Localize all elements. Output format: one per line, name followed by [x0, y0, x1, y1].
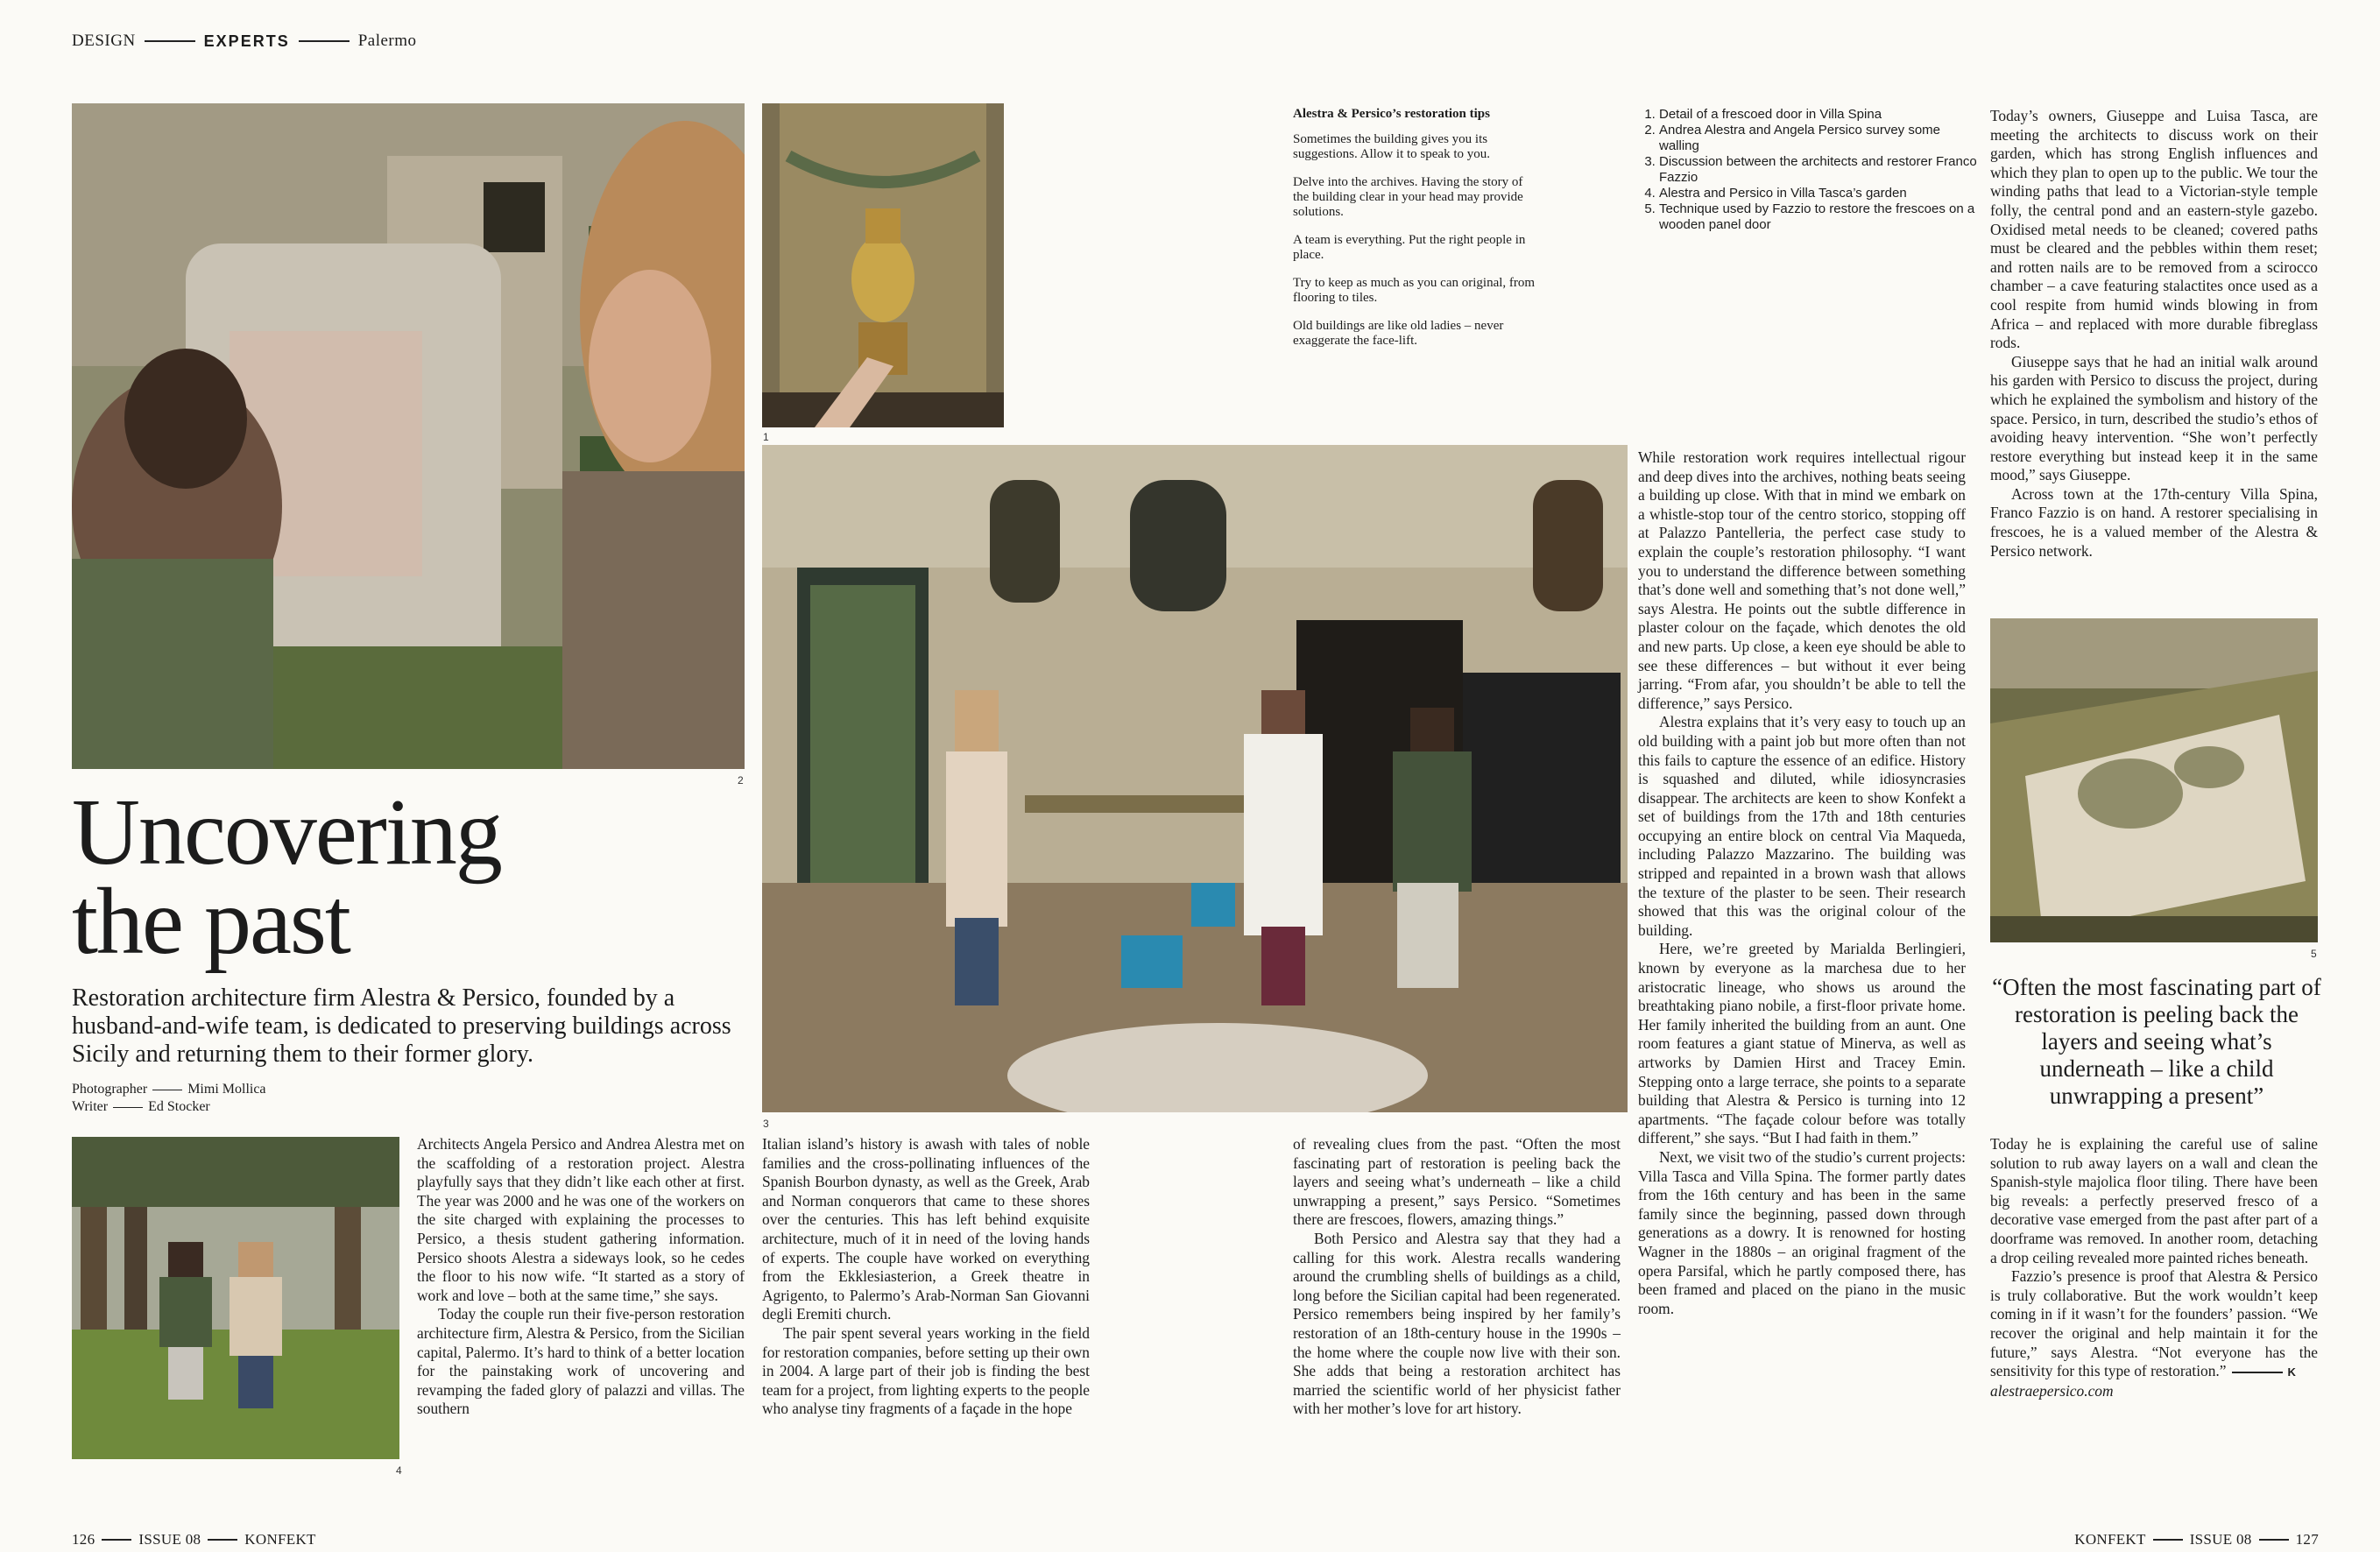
credit-rule [113, 1107, 143, 1108]
photographer-label: Photographer [72, 1082, 148, 1097]
photo-fresco-technique [1990, 618, 2318, 942]
body-paragraph: Across town at the 17th-century Villa Spina, Franco Fazzio is on hand. A restorer specialising in frescoes, he is a valued member of the Alestra & Persico network. [1990, 484, 2318, 560]
photographer-name: Mimi Mollica [187, 1082, 266, 1097]
footer-left [72, 1531, 316, 1548]
body-column-1 [417, 1135, 745, 1419]
footer-magazine-left: KONFEKT [244, 1531, 316, 1548]
pull-quote: “Often the most fascinating part of restoration is peeling back the layers and seeing what’s underneath – like a child unwrapping a present” [1992, 974, 2321, 1109]
end-mark: K [2287, 1365, 2296, 1379]
tip-item: Sometimes the building gives you its suggestions. Allow it to speak to you. [1293, 132, 1490, 161]
page-number-right: 127 [2295, 1531, 2319, 1548]
article-title [72, 780, 738, 974]
photo-captions [1638, 107, 1983, 233]
caption-item: 5. Technique used by Fazzio to restore the frescoes on a wooden panel door [1659, 201, 1983, 233]
photo-number: 4 [396, 1464, 402, 1477]
photo-architects-wall [72, 103, 745, 769]
tip-item: Try to keep as much as you can original, from flooring to tiles. [1293, 276, 1536, 305]
title-line-1: Uncovering [72, 780, 501, 885]
footer-rule [208, 1539, 237, 1541]
body-paragraph: Both Persico and Alestra say that they had a calling for this work. Alestra recalls wandering around the crumbling shells of buildings as a child, long before the Sicilian capital had been regenerated. Persico remembers being inspired by her family’s restoration of an 18th-century house in the 1990s – the home where the couple now live with their son. She adds that being a restoration architect has married the scientific world of her physicist father with her mother’s love for art history. [1293, 1229, 1621, 1418]
body-paragraph: Architects Angela Persico and Andrea Alestra met on the scaffolding of a restoration project. Alestra playfully says that they didn’t like each other at first. The year was 2000 and he was one of the workers on the site charged with explaining the processes to Persico, a thesis student gathering information. Persico shoots Alestra a sideways look, so he cedes the floor to his now wife. “It started as a story of work and love – both at the same time,” she says. [417, 1135, 745, 1304]
footer-right [2074, 1531, 2319, 1548]
footer-magazine-right: KONFEKT [2074, 1531, 2146, 1548]
header-rule [145, 40, 195, 42]
body-column-4 [1638, 448, 1966, 1318]
footer-rule [102, 1539, 131, 1541]
body-paragraph: Here, we’re greeted by Marialda Berlingieri, known by everyone as la marchesa due to her aristocratic lineage, who shows us around the breathtaking piano nobile, a first-floor private home. Her family inherited the building from an aunt. One room features a giant statue of Minerva, as well as artworks by Damien Hirst and Tracey Emin. Stepping onto a large terrace, she points to a separate building that Alestra & Persico is turning into 12 apartments. “The façade colour before was totally different,” she says. “But I had faith in them.” [1638, 940, 1966, 1147]
body-paragraph: Giuseppe says that he had an initial walk around his garden with Persico to discuss the project, during which he explained the symbolism and history of the space. Persico, in turn, described the studio’s ethos of avoiding heavy intervention. “She won’t perfectly restore everything but instead keep it in the same mood,” says Giuseppe. [1990, 352, 2318, 484]
title-line-2: the past [72, 870, 350, 974]
tip-item: A team is everything. Put the right people in place. [1293, 233, 1526, 262]
body-paragraph: Today’s owners, Giuseppe and Luisa Tasca, are meeting the architects to discuss work on their garden, which has strong English influences and which they plan to open up to the public. We tour the winding paths that lead to a Victorian-style temple folly, the central pond and an eastern-style gazebo. Oxidised metal needs to be cleaned; covered paths must be cleared and the pebbles within them reset; and rotten nails are to be removed from a scirocco chamber – a cave featuring stalactites once used as a cool respite from humid winds blowing in from Africa – and replaced with more durable fibreglass rods. [1990, 107, 2318, 352]
credits [72, 1081, 266, 1116]
body-paragraph [1990, 1267, 2318, 1382]
website-link[interactable]: alestraepersico.com [1990, 1381, 2114, 1400]
footer-rule [2259, 1539, 2289, 1541]
photo-number: 2 [738, 774, 744, 787]
body-column-5-bottom [1990, 1135, 2318, 1400]
body-paragraph: The pair spent several years working in the field for restoration companies, before setting up their own in 2004. A large part of their job is finding the best team for a project, from lighting experts to the people who analyse tiny fragments of a façade in the hope [762, 1323, 1090, 1418]
caption-item: 2. Andrea Alestra and Angela Persico survey some walling [1659, 123, 1983, 154]
caption-item: 3. Discussion between the architects and restorer Franco Fazzio [1659, 154, 1983, 186]
body-paragraph: Next, we visit two of the studio’s current projects: Villa Tasca and Villa Spina. The former partly dates from the 16th century and has been in the same family since the beginning, passed down through generations as a dowry. It is renowned for hosting Wagner in the 1880s – an original fragment of the opera Parsifal, which he partly composed there, has been framed and placed on the piano in the music room. [1638, 1147, 1966, 1317]
writer-label: Writer [72, 1099, 109, 1114]
header-category: EXPERTS [203, 32, 290, 50]
footer-issue-left: ISSUE 08 [138, 1531, 201, 1548]
photo-fresco-door [762, 103, 1004, 427]
footer-rule [2153, 1539, 2183, 1541]
body-column-3 [1293, 1135, 1621, 1419]
header-section: DESIGN [72, 32, 136, 50]
header-rule [299, 40, 350, 42]
photo-number: 1 [763, 431, 769, 443]
closing-paragraph-text: Fazzio’s presence is proof that Alestra & Persico is truly collaborative. But the work wouldn’t keep coming in if it wasn’t for the founders’ passion. “We recover the original and help maintain it for the future,” says Alestra. “Not everyone has the sensitivity for this type of restoration.” [1990, 1267, 2318, 1380]
photo-garden-couple [72, 1137, 399, 1459]
restoration-tips [1293, 107, 1538, 362]
caption-item: 1. Detail of a frescoed door in Villa Spina [1659, 107, 1983, 123]
tip-item: Delve into the archives. Having the story of the building clear in your head may provide solutions. [1293, 175, 1523, 219]
tip-item: Old buildings are like old ladies – never exaggerate the face-lift. [1293, 319, 1504, 348]
body-column-2 [762, 1135, 1090, 1419]
photo-number: 5 [2311, 948, 2317, 960]
body-paragraph: of revealing clues from the past. “Often the most fascinating part of restoration is peeling back the layers and seeing what’s underneath – like a child unwrapping a present,” says Persico. “Sometimes there are frescoes, flowers, amazing things.” [1293, 1135, 1621, 1229]
body-column-5-top [1990, 107, 2318, 561]
body-paragraph: Alestra explains that it’s very easy to touch up an old building with a paint job but more often than not this fails to capture the essence of an edifice. History is squashed and diluted, while idiosyncrasies disappear. The architects are keen to show Konfekt a set of buildings from the 17th and 18th centuries occupying an entire block on central Via Maqueda, including Palazzo Mazzarino. The building was stripped and repainted in a brown wash that allows the texture of the plaster to be seen. Their research showed that this was the original colour of the building. [1638, 713, 1966, 939]
standfirst: Restoration architecture firm Alestra & Persico, founded by a husband-and-wife team, is dedicated to preserving buildings across Sicily and returning them to their former glory. [72, 984, 731, 1068]
writer-name: Ed Stocker [148, 1099, 210, 1114]
end-rule [2232, 1372, 2283, 1373]
photo-hall-discussion [762, 445, 1628, 1112]
body-paragraph: Today the couple run their five-person restoration architecture firm, Alestra & Persico, from the Sicilian capital, Palermo. It’s hard to think of a better location for the painstaking work of uncovering and revamping the faded glory of palazzi and villas. The southern [417, 1305, 745, 1418]
header-location: Palermo [357, 32, 417, 50]
caption-item: 4. Alestra and Persico in Villa Tasca’s garden [1659, 186, 1983, 201]
body-paragraph: Italian island’s history is awash with tales of noble families and the cross-pollinating influences of the Spanish Bourbon dynasty, as well as the Greek, Arab and Norman conquerors that came to these shores over the centuries. This has left behind exquisite architecture, much of it in need of the loving hands of experts. The couple have worked on everything from the Ekklesiasterion, a Greek theatre in Agrigento, to Palermo’s Arab-Norman San Giovanni degli Eremiti church. [762, 1135, 1090, 1323]
photo-number: 3 [763, 1118, 769, 1130]
page-number-left: 126 [72, 1531, 95, 1548]
body-paragraph: Today he is explaining the careful use of saline solution to rub away layers on a wall and clean the Spanish-style majolica floor tiling. There have been big reveals: a perfectly preserved fresco of a decorative vase emerged from the past after part of a doorframe was removed. In another room, detaching a drop ceiling revealed more painted riches beneath. [1990, 1135, 2318, 1266]
body-paragraph: While restoration work requires intellectual rigour and deep dives into the archives, nothing beats seeing a building up close. With that in mind we embark on a whistle-stop tour of the centro storico, stopping off at Palazzo Pantelleria, the perfect case study to explain the couple’s restoration philosophy. “I want you to understand the difference between something that’s done well and something that’s not done well,” says Alestra. He points out the subtle difference in plaster colour on the façade, which denotes the old and new parts. Up close, a keen eye should be able to see these differences – but without it ever being jarring. “From afar, you shouldn’t be able to tell the difference,” says Persico. [1638, 448, 1966, 712]
footer-issue-right: ISSUE 08 [2189, 1531, 2252, 1548]
running-header [72, 32, 417, 51]
tips-heading: Alestra & Persico’s restoration tips [1293, 107, 1490, 121]
